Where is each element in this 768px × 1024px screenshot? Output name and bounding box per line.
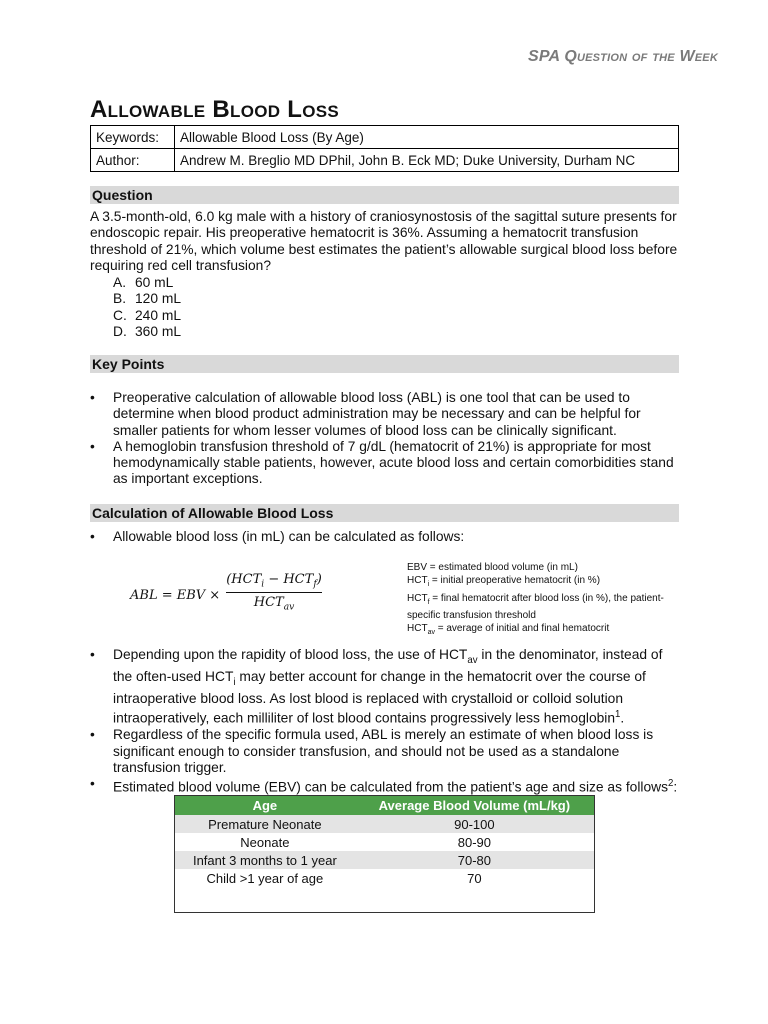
cell-age: Child >1 year of age [206,870,324,886]
legend-hctav [407,622,677,639]
formula-numerator [226,572,322,593]
ebv-table [174,795,595,913]
author-row [91,149,679,172]
num-minus: − HCT [264,572,314,587]
legend-prefix: HCT [407,623,428,635]
legend-sub: f [427,598,430,606]
legend-prefix: HCT [407,575,428,587]
option-letter: B. [113,291,127,307]
bullet2-text: Regardless of the specific formula used, ABL is merely an estimate of when blood loss is significant enough to consider transfusion, and should not be used as a standalone transfusion trigger. [113,727,654,775]
list-item [90,647,680,727]
bullet1-part: in the denominator, instead of the often-used HCT [113,647,663,685]
sub-i: i [261,579,265,590]
bullet1-part: Depending upon the rapidity of blood loss, the use of HCT [113,647,468,662]
calculation-intro: Allowable blood loss (in mL) can be calculated as follows: [113,529,465,544]
list-item [90,439,680,488]
num-open: (HCT [226,572,262,587]
list-item [90,727,680,776]
cell-volume: 70-80 [355,851,595,869]
spacer-cell [355,887,595,913]
cell-volume: 90-100 [355,815,595,833]
bullet1-part: may better account for change in the hematocrit over the course of intraoperative blood loss. As lost blood is replaced with crystalloid or colloid solution intraoperatively, each milliliter of lost blood contains progressively less hemoglobin [113,669,646,726]
cell-age: Neonate [240,834,290,850]
legend-ebv: EBV = estimated blood volume (in mL) [407,562,578,573]
keywords-value: Allowable Blood Loss (By Age) [175,126,679,149]
bullet-icon: • [90,438,95,454]
formula-legend [407,561,677,639]
citation-sup: 2 [668,778,674,790]
meta-table [90,125,679,172]
formula-fraction [226,572,322,612]
calculation-intro-list [90,529,680,545]
bullet3-part: : [673,779,678,795]
bullet-icon: • [90,390,95,405]
key-points-list [90,390,680,488]
table-row [175,869,595,887]
key-points-heading: Key Points [90,355,679,373]
option-b [113,291,181,307]
abl-formula [130,572,340,620]
option-letter: C. [113,307,127,323]
legend-hcti [407,574,677,591]
formula-lhs: ABL = EBV × [130,588,221,603]
list-item [90,390,680,439]
legend-text: = initial preoperative hematocrit (in %) [429,575,601,587]
bullet-icon: • [90,776,95,792]
cell-volume: 70 [467,870,482,886]
legend-sub: i [427,581,430,589]
cell-age: Premature Neonate [175,815,355,833]
option-text: 240 mL [135,307,182,323]
spacer-cell [175,887,355,913]
bullet1-sub: i [233,676,236,688]
option-d [113,324,181,340]
author-value: Andrew M. Breglio MD DPhil, John B. Eck MD; Duke University, Durham NC [175,149,679,172]
keywords-label: Keywords: [91,126,175,149]
cell-age: Infant 3 months to 1 year [175,851,355,869]
bullet-icon: • [90,529,95,544]
option-letter: A. [113,275,127,290]
question-text: A 3.5-month-old, 6.0 kg male with a history of craniosynostosis of the sagittal suture presents for endoscopic repair. His preoperative hematocrit is 36%. Assuming a hematocrit transfusion threshold of 21%, which volume best estimates the patient’s allowable surgical blood loss before requiring red cell transfusion? [90,209,678,273]
table-row [175,833,595,851]
column-header-age: Age [175,796,355,816]
cell-volume: 80-90 [457,834,491,850]
table-header-row [175,796,595,816]
table-spacer-row [175,887,595,913]
table-row [175,815,595,833]
keywords-row [91,126,679,149]
page-title: Allowable Blood Loss [90,96,340,123]
legend-text: = average of initial and final hematocrit [434,623,610,635]
legend-sub: av [427,629,435,637]
den-text: HCT [253,594,284,610]
sub-f: f [313,579,317,590]
bullet3-part: Estimated blood volume (EBV) can be calculated from the patient’s age and size as follows [113,779,668,795]
key-point-text: A hemoglobin transfusion threshold of 7 g/dL (hematocrit of 21%) is appropriate for most hemodynamically stable patients, however, acute blood loss and certain comorbidities stand as important exceptions. [113,438,674,487]
legend-prefix: HCT [407,592,428,604]
list-item [90,776,680,796]
author-label: Author: [91,149,175,172]
formula-denominator [226,593,322,613]
list-item [90,529,680,545]
option-text: 60 mL [135,275,174,290]
option-c [113,308,181,324]
legend-text: = final hematocrit after blood loss (in %), the patient-specific transfusion threshold [407,592,664,621]
option-text: 120 mL [135,291,182,307]
bullet-icon: • [90,647,95,662]
calculation-heading: Calculation of Allowable Blood Loss [90,504,679,522]
bullet1-sub: av [467,654,478,666]
bullet-icon: • [90,727,95,743]
series-title: SPA Question of the Week [527,48,718,65]
key-point-text: Preoperative calculation of allowable blood loss (ABL) is one tool that can be used to determine when blood product administration may be necessary and can be helpful for smaller patients for whom lesser volumes of blood loss can be clinically significant. [113,390,641,438]
option-a [113,275,181,291]
column-header-volume: Average Blood Volume (mL/kg) [355,796,595,816]
bullet1-part: . [620,710,625,726]
legend-hctf [407,592,677,623]
table-row [175,851,595,869]
answer-options [113,275,181,340]
sub-av: av [283,602,295,613]
citation-sup: 1 [615,709,621,721]
question-heading: Question [90,186,679,204]
calculation-bullets [90,647,680,796]
option-letter: D. [113,323,127,339]
option-text: 360 mL [135,323,182,339]
num-close: ) [316,572,322,587]
